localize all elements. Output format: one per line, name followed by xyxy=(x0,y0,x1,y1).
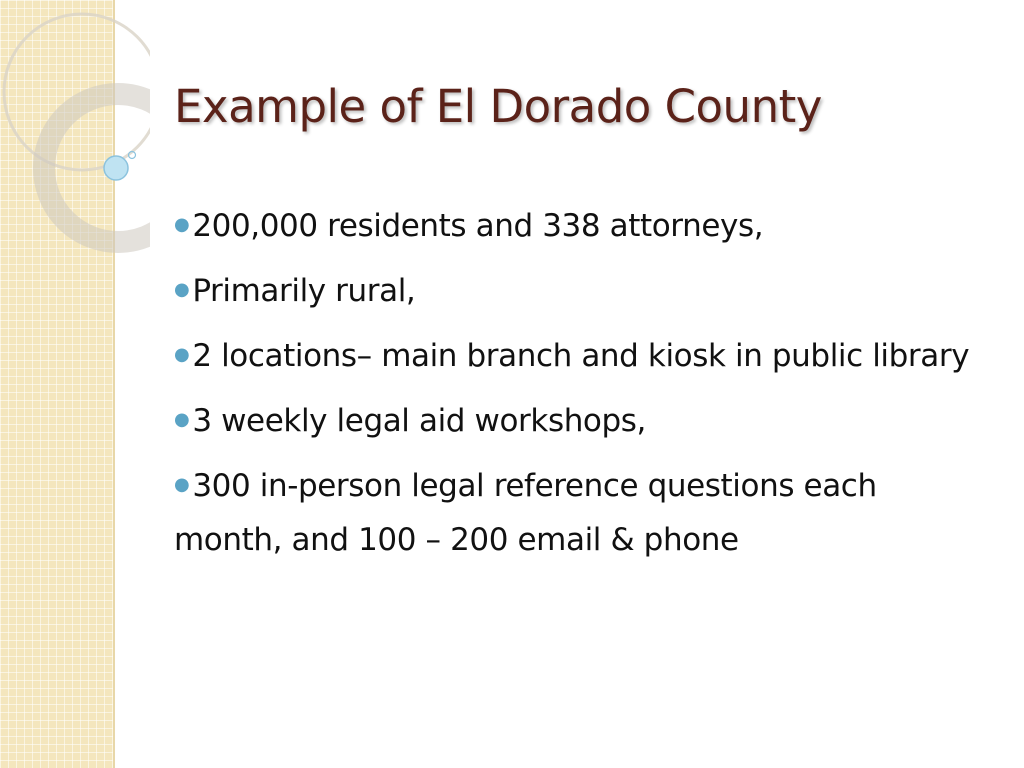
dot-icon: ● xyxy=(174,474,190,495)
decorative-rings-icon xyxy=(0,0,150,260)
slide-title: Example of El Dorado County xyxy=(174,80,822,133)
bullet-text: 200,000 residents and 338 attorneys, xyxy=(192,208,764,244)
bullet-list xyxy=(174,198,994,577)
dot-icon: ● xyxy=(174,344,190,365)
dot-icon: ● xyxy=(174,279,190,300)
bullet-item xyxy=(174,328,994,383)
bullet-item xyxy=(174,263,994,318)
bullet-item xyxy=(174,198,994,253)
bullet-text: Primarily rural, xyxy=(192,273,416,309)
bullet-item xyxy=(174,393,994,448)
bullet-text: 2 locations– main branch and kiosk in public library xyxy=(192,338,970,374)
dot-icon: ● xyxy=(174,214,190,235)
dot-icon: ● xyxy=(174,409,190,430)
bullet-text: 3 weekly legal aid workshops, xyxy=(192,403,646,439)
bullet-text: 300 in-person legal reference questions each month, and 100 – 200 email & phone xyxy=(174,468,877,558)
bullet-item xyxy=(174,458,994,567)
